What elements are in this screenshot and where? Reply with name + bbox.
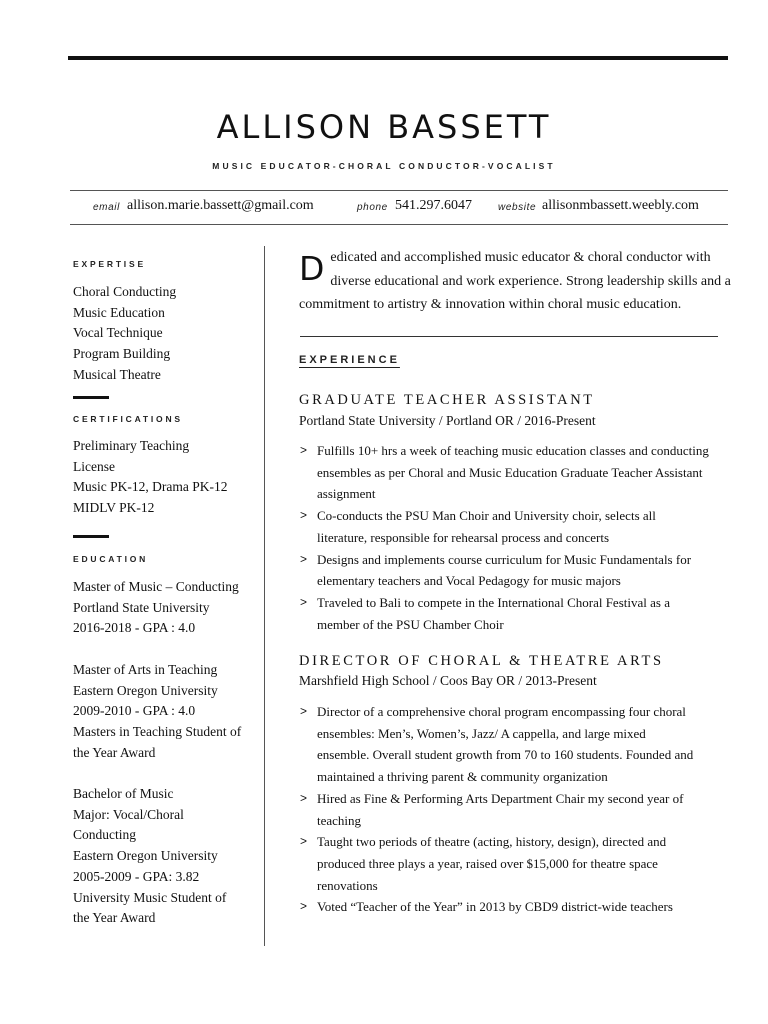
bullet-chevron-icon: > <box>300 899 308 914</box>
expertise-item: Musical Theatre <box>73 366 161 382</box>
bullet-line: literature, responsible for rehearsal process and concerts <box>317 529 610 545</box>
expertise-item: Choral Conducting <box>73 284 177 299</box>
bullet-item <box>300 701 730 788</box>
bullet-item <box>300 896 730 918</box>
bullet-line: member of the PSU Chamber Choir <box>317 616 504 632</box>
bullet-item <box>300 788 730 831</box>
bullet-line: Co-conducts the PSU Man Choir and University choir, selects all <box>317 508 656 524</box>
bullet-line: Designs and implements course curriculum for Music Fundamentals for <box>317 551 692 567</box>
education-entry-bm <box>73 784 258 929</box>
expertise-item: Program Building <box>73 346 171 362</box>
education-line: 2016-2018 - GPA : 4.0 <box>73 620 196 636</box>
email-value[interactable]: allison.marie.bassett@gmail.com <box>127 198 314 213</box>
bullet-line: Traveled to Bali to compete in the International Choral Festival as a <box>317 594 670 610</box>
experience-heading: EXPERIENCE <box>299 354 400 366</box>
education-line: the Year Award <box>73 910 156 926</box>
certifications-list <box>73 436 258 519</box>
education-line: Conducting <box>73 827 136 843</box>
phone-value[interactable]: 541.297.6047 <box>395 198 472 213</box>
job-subtitle: Portland State University / Portland OR / 2016-Present <box>299 413 596 428</box>
bullet-item <box>300 831 730 896</box>
expertise-list <box>73 282 258 386</box>
job-bullets <box>300 440 730 635</box>
intro-summary <box>299 246 739 317</box>
bullet-chevron-icon: > <box>300 443 308 457</box>
top-rule <box>68 56 728 60</box>
intro-dropcap: D <box>299 249 325 288</box>
bullet-line: renovations <box>317 877 378 893</box>
job-title: GRADUATE TEACHER ASSISTANT <box>299 392 595 408</box>
bullet-item <box>300 592 730 635</box>
certification-line: Preliminary Teaching <box>73 438 190 453</box>
education-line: Eastern Oregon University <box>73 848 218 864</box>
intro-divider <box>300 336 718 337</box>
bullet-line: Hired as Fine & Performing Arts Department Chair my second year of <box>317 790 684 806</box>
intro-text: edicated and accomplished music educator & choral conductor with diverse educational and work experience. Strong leadership skills and a commitment to artistry & innovation within choral music education. <box>299 250 731 312</box>
expertise-item: Vocal Technique <box>73 325 163 341</box>
education-entry-mm <box>73 577 258 639</box>
bullet-line: ensemble. Overall student growth from 70 to 160 students. Founded and <box>317 747 694 763</box>
job-subtitle: Marshfield High School / Coos Bay OR / 2013-Present <box>299 673 597 688</box>
education-line: Bachelor of Music <box>73 786 174 801</box>
website-label: website <box>498 202 537 213</box>
contact-row <box>70 196 728 218</box>
education-entry-mat <box>73 660 258 764</box>
education-line: Masters in Teaching Student of <box>73 724 242 740</box>
bullet-line: elementary teachers and Vocal Pedagogy for music majors <box>317 573 621 589</box>
phone-label: phone <box>357 202 388 213</box>
section-separator-bar <box>73 396 109 399</box>
education-line: Master of Arts in Teaching <box>73 662 218 677</box>
job-bullets <box>300 701 730 918</box>
bullet-chevron-icon: > <box>300 834 308 849</box>
bullet-line: ensembles: Men’s, Women’s, Jazz/ A cappella, and large mixed <box>317 725 646 741</box>
bullet-item <box>300 505 730 548</box>
bullet-item <box>300 440 730 505</box>
education-line: Portland State University <box>73 599 210 615</box>
certification-line: MIDLV PK-12 <box>73 500 155 516</box>
bullet-chevron-icon: > <box>300 551 308 566</box>
expertise-item: Music Education <box>73 304 165 320</box>
education-line: Master of Music – Conducting <box>73 579 239 594</box>
bullet-chevron-icon: > <box>300 508 308 523</box>
certification-line: License <box>73 458 115 474</box>
bullet-line: Fulfills 10+ hrs a week of teaching music education classes and conducting <box>317 443 709 458</box>
contact-bottom-divider <box>70 224 728 225</box>
section-separator-bar <box>73 535 109 538</box>
bullet-chevron-icon: > <box>300 594 308 609</box>
column-divider <box>264 246 265 946</box>
education-line: Major: Vocal/Choral <box>73 806 184 822</box>
resume-tagline: MUSIC EDUCATOR-CHORAL CONDUCTOR-VOCALIST <box>212 161 556 171</box>
bullet-line: Voted “Teacher of the Year” in 2013 by CBD9 district-wide teachers <box>317 899 673 915</box>
contact-top-divider <box>70 190 728 191</box>
bullet-chevron-icon: > <box>300 704 308 718</box>
education-heading: EDUCATION <box>73 554 149 564</box>
bullet-line: ensembles as per Choral and Music Education Graduate Teacher Assistant <box>317 464 703 480</box>
bullet-line: produced three plays a year, raised over $15,000 for theatre space <box>317 855 658 871</box>
education-line: 2005-2009 - GPA: 3.82 <box>73 868 200 884</box>
resume-name: ALLISON BASSETT <box>216 108 552 146</box>
education-line: 2009-2010 - GPA : 4.0 <box>73 703 196 719</box>
certifications-heading: CERTIFICATIONS <box>73 414 183 424</box>
job-title: DIRECTOR OF CHORAL & THEATRE ARTS <box>299 653 664 669</box>
education-line: University Music Student of <box>73 889 227 905</box>
bullet-line: Taught two periods of theatre (acting, history, design), directed and <box>317 834 667 850</box>
bullet-line: teaching <box>317 812 362 828</box>
bullet-line: assignment <box>317 486 376 502</box>
bullet-line: maintained a thriving parent & community organization <box>317 769 608 785</box>
bullet-chevron-icon: > <box>300 790 308 805</box>
expertise-heading: EXPERTISE <box>73 259 146 269</box>
education-line: Eastern Oregon University <box>73 682 218 698</box>
bullet-line: Director of a comprehensive choral program encompassing four choral <box>317 704 686 719</box>
education-line: the Year Award <box>73 744 156 760</box>
bullet-item <box>300 549 730 592</box>
certification-line: Music PK-12, Drama PK-12 <box>73 479 228 495</box>
website-value[interactable]: allisonmbassett.weebly.com <box>542 198 699 213</box>
email-label: email <box>93 202 120 213</box>
